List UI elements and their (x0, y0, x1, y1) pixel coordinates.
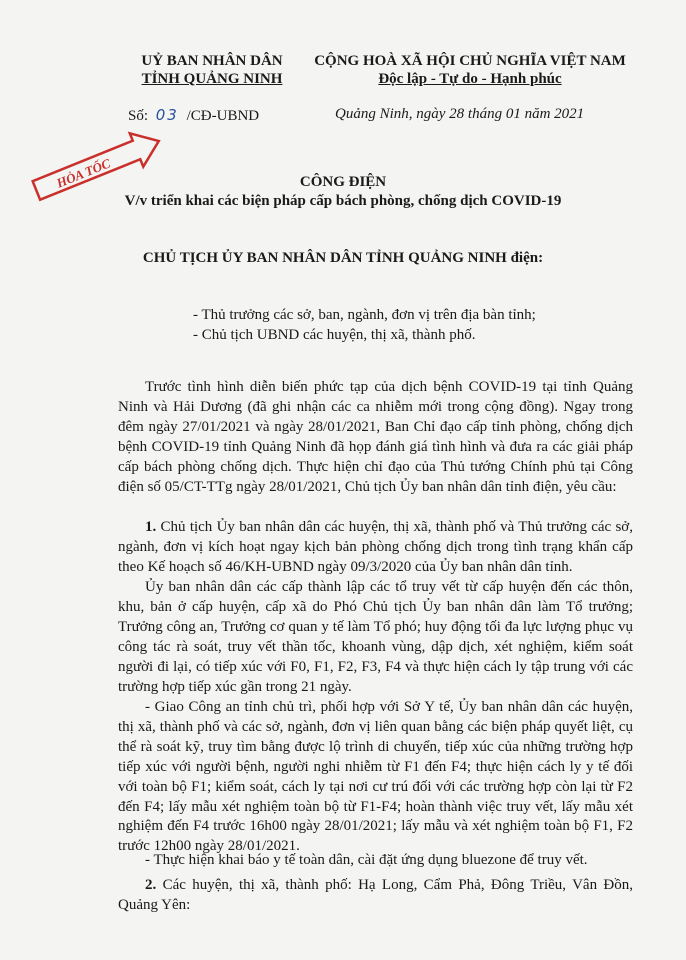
so-suffix: /CĐ-UBND (186, 108, 260, 124)
paragraph-intro: Trước tình hình diễn biến phức tạp của dịch bệnh COVID-19 tại tỉnh Quảng Ninh và Hải Dương (đã ghi nhận các ca nhiễm mới trong cộng đồng). Ngay trong đêm ngày 27/01/2021 và ngày 28/01/2021, Ban Chỉ đạo cấp tỉnh phòng, chống dịch bệnh COVID-19 tỉnh Quảng Ninh đã họp đánh giá tình hình và đưa ra các giải pháp cấp bách phòng chống dịch. Thực hiện chỉ đạo của Thủ tướng Chính phủ tại Công điện số 05/CT-TTg ngày 28/01/2021, Chủ tịch Ủy ban nhân dân tỉnh điện, yêu cầu: (118, 379, 633, 495)
national-motto (300, 52, 640, 88)
org-line-1: UỶ BAN NHÂN DÂN (141, 53, 283, 69)
doc-type: CÔNG ĐIỆN (299, 174, 387, 190)
paragraph-health-declaration: - Thực hiện khai báo y tế toàn dân, cài đặt ứng dụng bluezone để truy vết. (145, 852, 588, 868)
paragraph-tracing-teams: Ủy ban nhân dân các cấp thành lập các tổ truy vết từ cấp huyện đến các thôn, khu, bản ở cấp huyện, cấp xã do Phó Chủ tịch Ủy ban nhân dân làm Tổ trưởng; Trưởng công an, Trưởng cơ quan y tế làm Tổ phó; huy động tối đa lực lượng phục vụ công tác rà soát, truy vết thần tốc, khoanh vùng, dập dịch, xét nghiệm, kiểm soát người đi lại, có tiếp xúc với F0, F1, F2, F3, F4 và thực hiện cách ly tập trung với các trường hợp tiếp xúc gần trong 21 ngày. (118, 579, 633, 695)
so-label: Số: (128, 108, 149, 124)
paragraph-1-text: Chủ tịch Ủy ban nhân dân các huyện, thị xã, thành phố và Thủ trưởng các sở, ngành, đơn vị kích hoạt ngay kịch bản phòng chống dịch trong tình trạng khẩn cấp theo Kế hoạch số 46/KH-UBND ngày 09/3/2020 của Ủy ban nhân dân tỉnh. (118, 519, 633, 575)
recipient-1: - Thủ trưởng các sở, ban, ngành, đơn vị trên địa bàn tỉnh; (193, 307, 536, 323)
date-line: Quảng Ninh, ngày 28 tháng 01 năm 2021 (335, 106, 585, 122)
paragraph-1 (118, 518, 633, 578)
org-line-2: TỈNH QUẢNG NINH (141, 71, 283, 87)
stamp-text: HỎA TỐC (54, 155, 113, 191)
so-number: 03 (155, 106, 179, 124)
recipient-2: - Chủ tịch UBND các huyện, thị xã, thành phố. (193, 327, 476, 343)
paragraph-2 (118, 876, 633, 916)
paragraph-police-task: - Giao Công an tỉnh chủ trì, phối hợp với Sở Y tế, Ủy ban nhân dân các huyện, thị xã, thành phố và các sở, ngành, đơn vị liên quan bằng các biện pháp quyết liệt, cụ thể rà soát kỹ, truy tìm bằng được lộ trình di chuyển, tiếp xúc của những trường hợp tiếp xúc với người bệnh, người nghi nhiễm từ F1 đến F4; thực hiện cách ly y tế đối với toàn bộ F1; kiểm soát, cách ly tại nơi cư trú đối với các trường hợp còn lại từ F2 đến F4; lấy mẫu xét nghiệm toàn bộ từ F1-F4; hoàn thành việc truy vết, lấy mẫu xét nghiệm đến F4 trước 16h00 ngày 28/01/2021; lấy mẫu và xét nghiệm toàn bộ F1, F2 trước 12h00 ngày 28/01/2021. (118, 699, 633, 855)
item-number-1: 1. (145, 519, 157, 535)
nation-line-1: CỘNG HOÀ XÃ HỘI CHỦ NGHĨA VIỆT NAM (314, 53, 626, 69)
issuing-organization (112, 52, 312, 88)
item-number-2: 2. (145, 877, 157, 893)
doc-subject: V/v triển khai các biện pháp cấp bách phòng, chống dịch COVID-19 (124, 193, 562, 209)
paragraph-2-text: Các huyện, thị xã, thành phố: Hạ Long, Cẩm Phả, Đông Triều, Vân Đồn, Quảng Yên: (118, 877, 634, 913)
nation-line-2: Độc lập - Tự do - Hạnh phúc (378, 71, 562, 87)
doc-sender: CHỦ TỊCH ỦY BAN NHÂN DÂN TỈNH QUẢNG NINH điện: (142, 250, 544, 266)
